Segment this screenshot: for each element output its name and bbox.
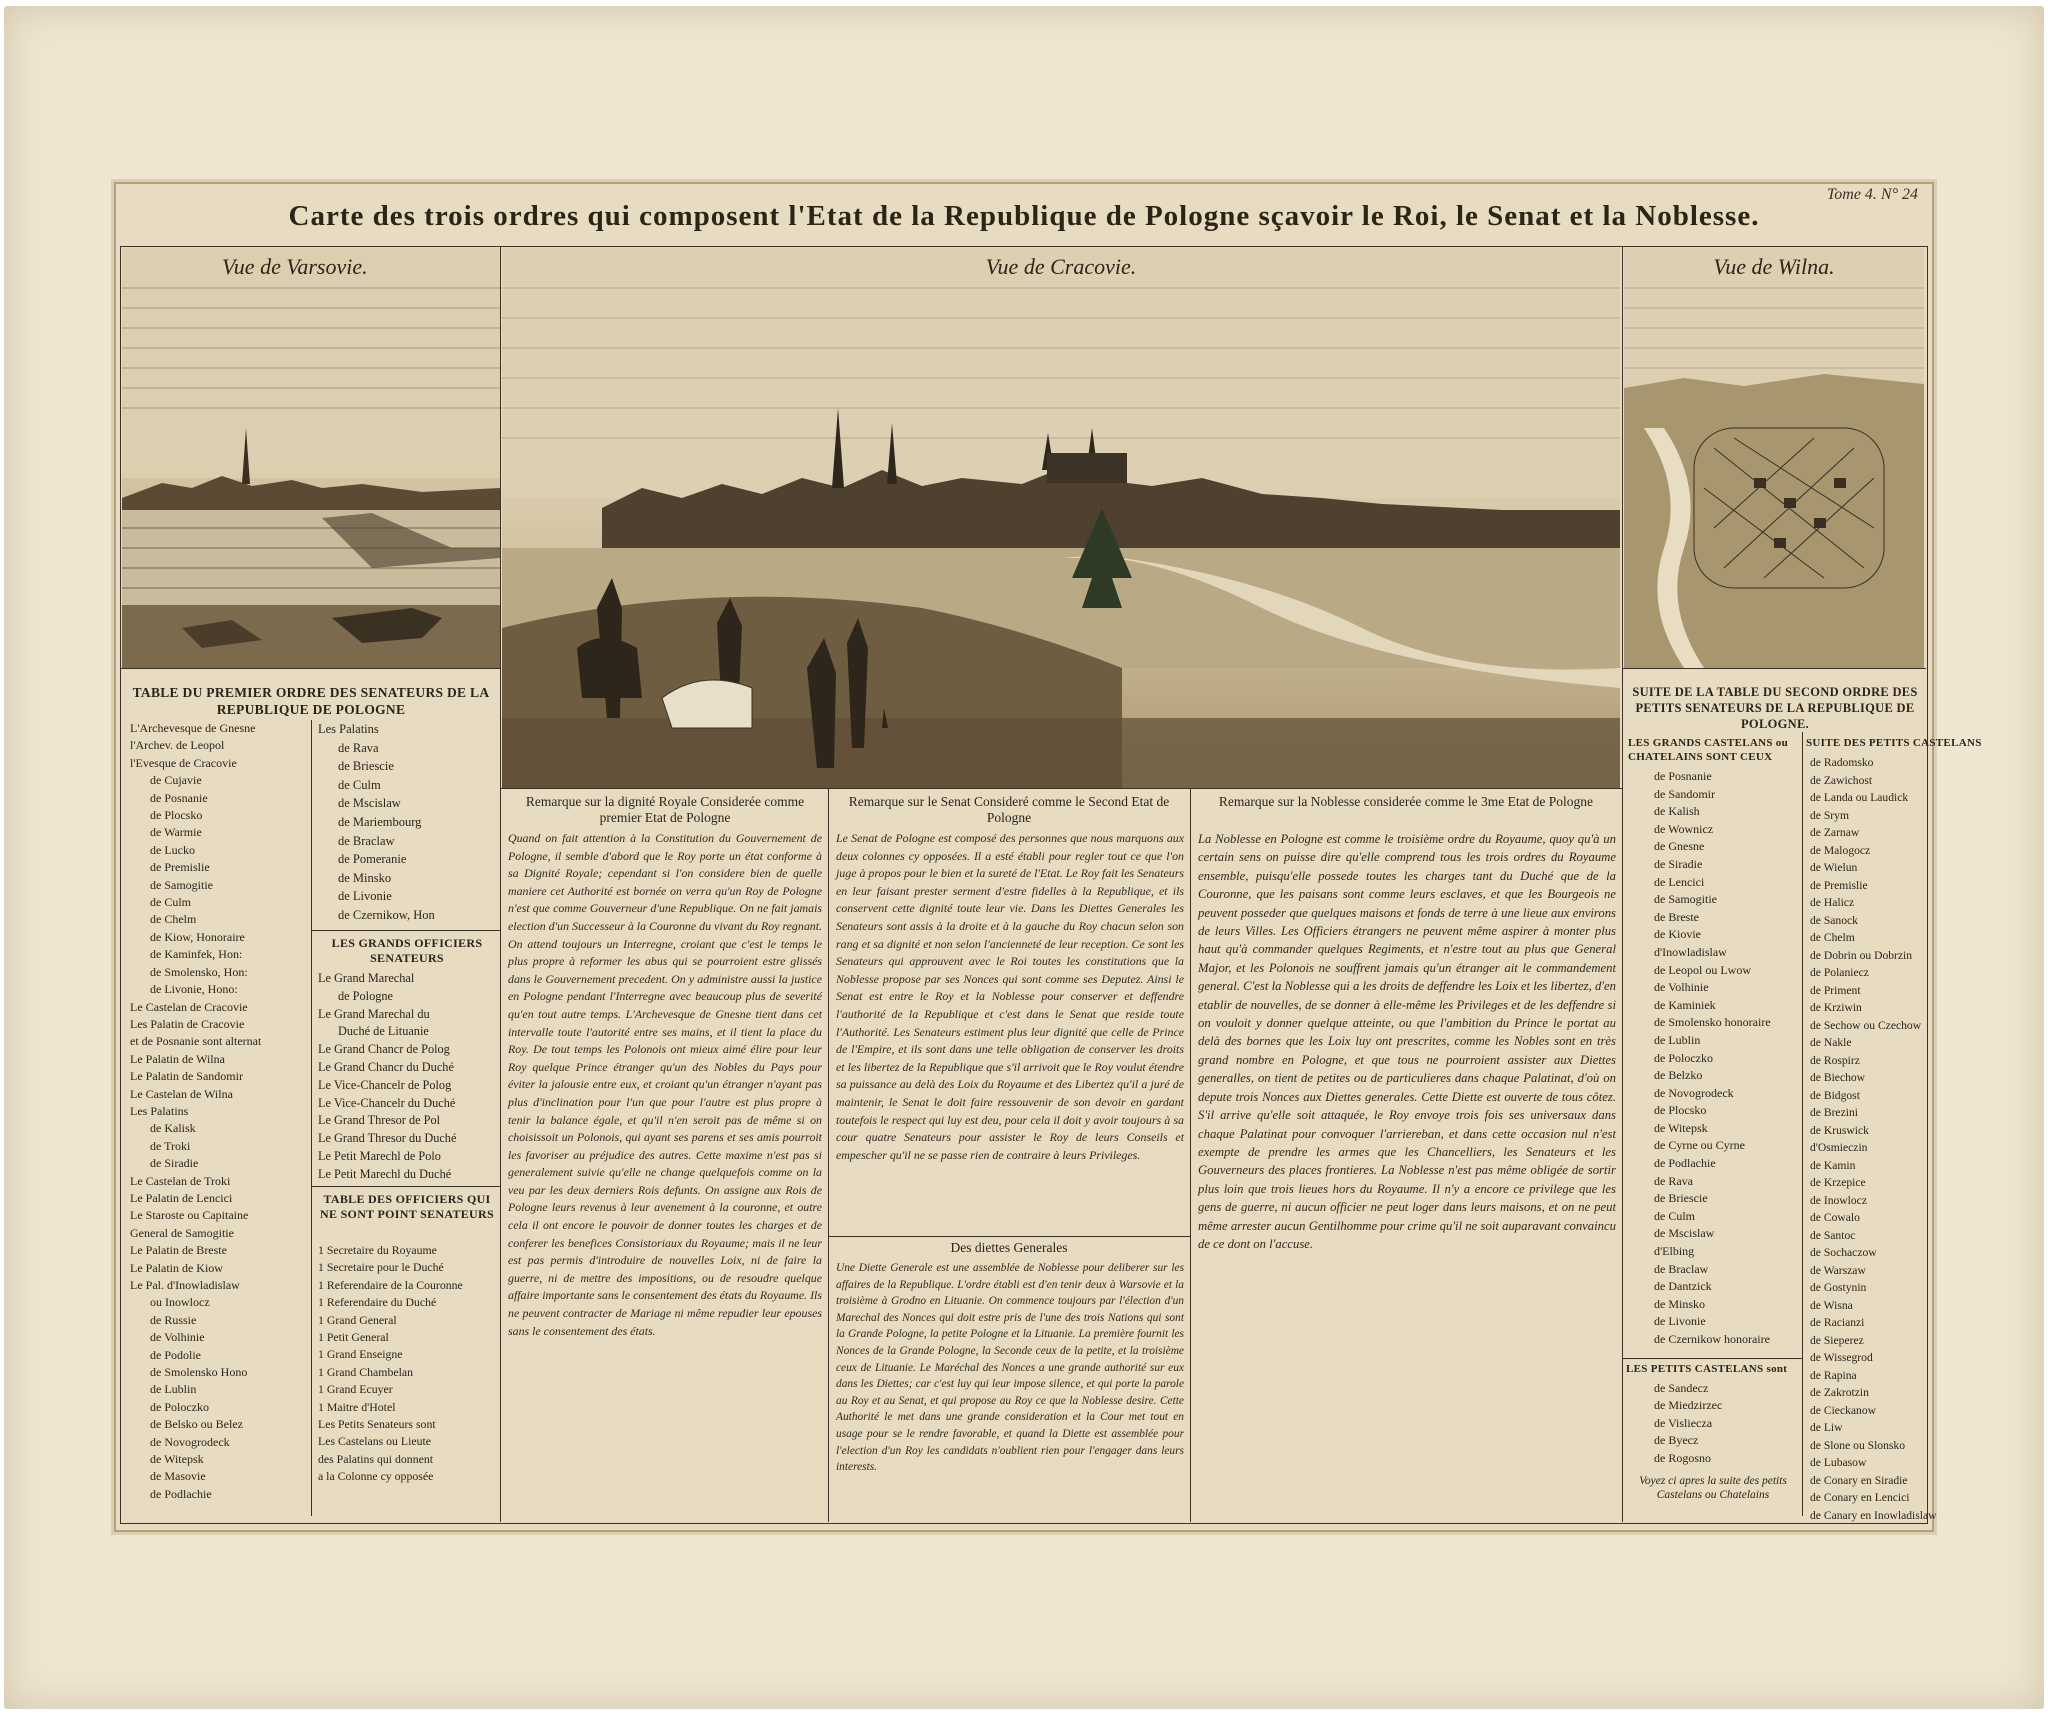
castelan-entry: de Siradie	[1654, 856, 1703, 871]
view-krakow-label: Vue de Cracovie.	[985, 254, 1137, 279]
suite-castelan-entry: de Conary en Siradie	[1810, 1473, 1908, 1487]
petit-castelan-entry: de Byecz	[1654, 1433, 1699, 1448]
senator-entry: de Culm	[150, 895, 191, 910]
suite-castelan-entry: de Inowlocz	[1810, 1193, 1867, 1207]
senator-entry: Le Palatin de Breste	[130, 1243, 227, 1258]
senator-entry: de Poloczko	[150, 1399, 209, 1414]
castelan-entry: de Poloczko	[1654, 1050, 1713, 1065]
senator-entry: de Witepsk	[150, 1452, 204, 1467]
officier-entry: 1 Grand Ecuyer	[318, 1382, 393, 1397]
senator-entry: de Kaminfek, Hon:	[150, 947, 243, 962]
suite-castelan-entry: de Rospirz	[1810, 1053, 1860, 1067]
senator-entry: Le Palatin de Sandomir	[130, 1069, 243, 1084]
senator-entry: de Cujavie	[150, 773, 202, 788]
suite-castelan-entry: de Premislie	[1810, 878, 1868, 892]
palatin-entry: de Mariembourg	[338, 814, 422, 829]
senator-entry: Le Pal. d'Inowladislaw	[130, 1278, 240, 1292]
castelan-entry: de Kalish	[1654, 804, 1700, 819]
petit-castelan-entry: de Rogosno	[1654, 1450, 1711, 1465]
senator-entry: Le Castelan de Wilna	[130, 1086, 233, 1101]
castelan-entry: de Cyrne ou Cyrne	[1654, 1138, 1745, 1153]
suite-castelan-entry: de Dobrin ou Dobrzin	[1810, 948, 1913, 962]
senator-entry: de Samogitie	[150, 877, 213, 892]
officier-entry: 1 Secretaire du Royaume	[318, 1243, 437, 1257]
palatin-entry: de Pomeranie	[338, 852, 407, 867]
castelan-entry: de Culm	[1654, 1208, 1695, 1223]
senator-entry: Le Castelan de Cracovie	[130, 999, 248, 1014]
grand-officier-entry: Le Grand Thresor du Duché	[318, 1131, 457, 1146]
grand-officier-entry: de Pologne	[338, 988, 393, 1003]
suite-castelan-entry: de Sochaczow	[1810, 1246, 1877, 1259]
grand-officier-entry: Le Petit Marechl de Polo	[318, 1148, 441, 1163]
senator-entry: de Russie	[150, 1312, 197, 1327]
suite-castelan-entry: de Wielun	[1810, 861, 1858, 874]
palatin-entry: de Livonie	[338, 889, 392, 904]
suite-castelan-entry: de Halicz	[1810, 896, 1855, 909]
suite-castelan-entry: de Sieperez	[1810, 1333, 1864, 1347]
senator-entry: de Volhinie	[150, 1330, 205, 1345]
remark-royale-title: Remarque sur la dignité Royale Considerée comme premier Etat de Pologne	[525, 794, 805, 825]
senator-entry: de Smolensko Hono	[150, 1365, 248, 1380]
palatin-entry: de Rava	[338, 740, 379, 755]
suite-castelan-entry: de Priment	[1810, 983, 1861, 997]
officier-entry: 1 Grand Enseigne	[318, 1347, 403, 1362]
left-table-rule-1	[312, 930, 500, 931]
paper-sheet	[4, 6, 2044, 1709]
grand-officier-entry: Le Grand Thresor de Pol	[318, 1113, 441, 1128]
officier-entry: Les Castelans ou Lieute	[318, 1434, 432, 1449]
suite-castelan-entry: de Cowalo	[1810, 1211, 1860, 1224]
castelan-entry: de Braclaw	[1654, 1261, 1709, 1276]
officiers-title: TABLE DES OFFICIERS QUI NE SONT POINT SENATEURS	[320, 1192, 494, 1221]
suite-castelan-entry: de Rapina	[1810, 1368, 1857, 1382]
divider-center-view	[500, 788, 1622, 789]
castelan-entry: de Plocsko	[1654, 1103, 1707, 1118]
senator-entry: de Belsko ou Belez	[150, 1417, 243, 1432]
castelan-entry: de Novogrodeck	[1654, 1085, 1734, 1100]
suite-castelan-entry: d'Osmieczin	[1810, 1141, 1868, 1154]
left-table-col2	[318, 720, 496, 925]
suite-castelan-entry: de Sechow ou Czechow	[1810, 1018, 1922, 1032]
remark-senat-title: Remarque sur le Senat Consideré comme le Second Etat de Pologne	[848, 794, 1170, 825]
diettes-title: Des diettes Generales	[950, 1240, 1068, 1255]
suite-castelan-entry: de Lubasow	[1810, 1456, 1867, 1469]
left-table-divider	[311, 720, 312, 1516]
suite-castelan-entry: de Polaniecz	[1810, 966, 1869, 979]
officier-entry: 1 Referendaire du Duché	[318, 1295, 437, 1310]
suite-castelan-entry: de Nakle	[1810, 1036, 1852, 1049]
grand-officier-entry: Le Grand Chancr du Duché	[318, 1059, 454, 1074]
castelan-entry: de Dantzick	[1654, 1279, 1712, 1294]
petit-castelan-entry: de Visliecza	[1654, 1415, 1713, 1430]
remark-royale-text: Quand on fait attention à la Constitution du Gouvernement de Pologne, il semble d'abord que le Roy porte un état conforme à sa Dignité Royale; cependant si l'on considere bien de quelle maniere cet Authorité est bornée on verra qu'un Roy de Pologne n'est que comme Gouverneur d'une Republique. On ne fait jamais election d'un Successeur à la Couronne du vivant du Roy regnant. On attend toujours un Interregne, croiant que c'est le temps le plus propre à reformer les abus qui se pourroient estre glissés dans le Gouvernement precedent. On y administre aussi la justice en Pologne pendant l'Interregne avec beaucoup plus de severité qu'en tout autre temps. L'Archevesque de Gnesne tient dans cet intervalle toute l'autorité entre ses mains, et il tient la place du Roy. De tout temps les Polonois ont mieux aimé élire pour leur Roy quelque Prince étranger qu'un des Nobles du Pays pour éviter la jalousie entre eux, et croiant qu'un étranger n'ayant pas plus d'inclination pour l'un que pour l'autre est plus propre à tenir la balance égale, et qu'il n'en seroit pas de même si on choisissoit un Polonois, qui ayant ses parens et ses amis pourroit les favoriser au préjudice des autres. Cette maxime n'est pas si generalement suivie qu'elle ne change quelquefois comme on la veu par les deux derniers Rois defunts. On assigne aux Rois de Pologne leurs revenus à leur avenement à la couronne, et outre cela il ont encore le pouvoir de donner toutes les charges et de conferer les benefices Consistoriaux du Royaume; mais il ne leur est pas permis d'introduire de nouvelles Loix, ni de faire la guerre, ni de mettre des impositions, ou de resoudre quelque affaire importante sans le consentement des états du Royaume. Ils ne peuvent contracter de Mariage ni même repudier leur epouses sans le consentement des états.	[508, 831, 822, 1338]
grand-officier-entry: Le Grand Chancr de Polog	[318, 1042, 450, 1057]
castelan-entry: de Lublin	[1654, 1032, 1701, 1047]
senator-entry: Le Palatin de Kiow	[130, 1260, 223, 1275]
suite-castelan-entry: de Krzepice	[1810, 1176, 1866, 1189]
palatin-entry: de Czernikow, Hon	[338, 907, 435, 922]
plate-number: Tome 4. N° 24	[1826, 186, 1918, 203]
senator-entry: de Warmie	[150, 825, 202, 840]
officier-entry: Les Petits Senateurs sont	[318, 1417, 436, 1432]
castelan-entry: de Briescie	[1654, 1191, 1708, 1206]
right-col1-title: LES GRANDS CASTELANS ou CHATELAINS SONT CEUX	[1628, 737, 1789, 763]
senator-entry: de Smolensko, Hon:	[150, 964, 248, 979]
officier-entry: a la Colonne cy opposée	[318, 1469, 434, 1484]
officier-entry: 1 Referendaire de la Couronne	[318, 1277, 463, 1292]
castelan-entry: de Smolensko honoraire	[1654, 1015, 1771, 1030]
suite-castelan-entry: de Zarnaw	[1810, 826, 1860, 839]
warsaw-illustration	[122, 248, 500, 668]
grands-officiers-list	[318, 970, 498, 1184]
officier-entry: 1 Secretaire pour le Duché	[318, 1260, 444, 1275]
palatin-entry: de Briescie	[338, 759, 394, 774]
castelan-entry: de Sandomir	[1654, 786, 1715, 801]
officier-entry: 1 Petit General	[318, 1330, 389, 1345]
officier-entry: des Palatins qui donnent	[318, 1451, 434, 1466]
suite-castelan-entry: de Kruswick	[1810, 1123, 1869, 1137]
castelan-entry: de Livonie	[1654, 1314, 1706, 1329]
suite-castelan-entry: de Liw	[1810, 1421, 1843, 1434]
officier-entry: 1 Grand General	[318, 1312, 397, 1327]
divider-remark-1	[828, 788, 829, 1522]
right-table-title: SUITE DE LA TABLE DU SECOND ORDRE DES PETITS SENATEURS DE LA REPUBLIQUE DE POLOGNE.	[1632, 685, 1918, 731]
suite-castelan-entry: de Chelm	[1810, 931, 1855, 944]
suite-castelan-entry: de Krziwin	[1810, 1001, 1862, 1014]
suite-castelan-entry: de Gostynin	[1810, 1281, 1867, 1294]
castelan-entry: d'Inowladislaw	[1654, 944, 1727, 959]
suite-castelan-entry: de Sanock	[1810, 913, 1858, 927]
suite-castelan-entry: de Santoc	[1810, 1228, 1856, 1242]
divider-right	[1622, 246, 1623, 1522]
divider-left	[500, 246, 501, 1522]
senator-entry: ou Inowlocz	[150, 1295, 210, 1310]
castelan-entry: de Lencici	[1654, 874, 1705, 889]
right-col2-title: SUITE DES PETITS CASTELANS	[1806, 737, 1982, 749]
petit-castelan-entry: de Sandecz	[1654, 1381, 1709, 1395]
left-table-col1	[130, 720, 302, 1503]
castelan-entry: de Rava	[1654, 1173, 1693, 1188]
castelan-entry: de Belzko	[1654, 1068, 1703, 1083]
senator-entry: de Podolie	[150, 1347, 201, 1362]
suite-castelan-entry: de Warszaw	[1810, 1263, 1866, 1277]
senator-entry: de Masovie	[150, 1469, 206, 1484]
senator-entry: Le Staroste ou Capitaine	[130, 1208, 249, 1223]
senator-entry: l'Evesque de Cracovie	[130, 755, 237, 770]
suite-castelan-entry: de Conary en Lencici	[1810, 1491, 1910, 1504]
petits-title: LES PETITS CASTELANS sont	[1626, 1363, 1788, 1375]
officier-entry: 1 Grand Chambelan	[318, 1364, 414, 1379]
officiers-list	[318, 1242, 498, 1486]
senator-entry: Les Palatin de Cracovie	[130, 1016, 245, 1031]
palatin-entry: de Minsko	[338, 870, 392, 885]
senator-entry: de Kiow, Honoraire	[150, 929, 245, 944]
engraved-plate	[114, 182, 1982, 1532]
view-warsaw-label: Vue de Varsovie.	[222, 254, 368, 279]
senator-entry: de Siradie	[150, 1156, 199, 1171]
officier-entry: 1 Maitre d'Hotel	[318, 1399, 396, 1414]
senator-entry: de Posnanie	[150, 790, 208, 805]
senator-entry: de Kalisk	[150, 1121, 196, 1136]
suite-castelan-entry: de Biechow	[1810, 1071, 1866, 1084]
diettes-rule	[828, 1236, 1190, 1237]
wilna-illustration	[1624, 248, 1924, 668]
remark-senat-text: Le Senat de Pologne est composé des personnes que nous marquons aux deux colonnes cy opposées. Il a esté établi pour regler tout ce que l'on juge à propos pour le bien et la sureté de l'Etat. Le Roy fait les Senateurs en leur faisant prester serment d'estre fidelles à la Republique, et ils conservent cette dignité toute leur vie. Dans les Diettes Generales les Senateurs sont assis à la droite et à la gauche du Roy chacun selon son rang et sa dignité et non selon l'ancienneté de leur reception. Ce sont les Senateurs qui approuvent avec le Roi toutes les constitutions que la Noblesse propose par ses Nonces qui sont comme ses Deputez. Ainsi le Senat est entre le Roy et la Noblesse pour conserver et deffendre l'authorité de la Republique et c'est dans le Senat que reside toute l'Authorité. Les Senateurs estiment plus leur dignité que celle de Prince de l'Empire, et ils sont dans une telle obligation de conserver les droits et les libertez de la Republique que s'il arrivoit que le Roy voulut étendre sa puissance au delà des Loix du Royaume et des Libertez qu'il a juré de maintenir, le Senat le doit faire ressouvenir de son devoir en gardant toutefois le respect qui luy est deu, pour cela il doit y avoir toujours à sa cour quatre Senateurs pour assister le Roy de leurs Conseils et empescher qu'il ne se passe rien de contraire à leurs Privileges.	[836, 831, 1184, 1162]
palatin-entry: de Culm	[338, 777, 381, 792]
suite-castelan-entry: de Zakrotzin	[1810, 1386, 1869, 1399]
castelan-entry: d'Elbing	[1654, 1244, 1695, 1259]
grand-officier-entry: Le Petit Marechl du Duché	[318, 1166, 452, 1181]
castelan-entry: de Kaminiek	[1654, 997, 1716, 1012]
divider-remark-2	[1190, 788, 1191, 1522]
view-krakow	[502, 248, 1620, 788]
suite-castelan-entry: de Racianzi	[1810, 1316, 1865, 1329]
right-table-note: Voyez ci apres la suite des petits Castelans ou Chatelains	[1639, 1475, 1787, 1501]
castelan-entry: de Samogitie	[1654, 892, 1717, 907]
suite-castelan-entry: de Landa ou Laudick	[1810, 791, 1909, 804]
suite-castelan-entry: de Slone ou Slonsko	[1810, 1438, 1906, 1452]
grand-officier-entry: Duché de Lituanie	[338, 1024, 429, 1039]
krakow-illustration	[502, 248, 1620, 788]
senator-entry: Le Palatin de Wilna	[130, 1051, 225, 1066]
senator-entry: Le Palatin de Lencici	[130, 1190, 233, 1205]
palatin-entry: Les Palatins	[318, 722, 379, 736]
suite-castelan-entry: de Canary en Inowladislaw	[1810, 1508, 1937, 1522]
senator-entry: de Lucko	[150, 842, 195, 857]
right-table-divider	[1802, 732, 1803, 1516]
castelan-entry: de Leopol ou Lwow	[1654, 962, 1751, 977]
view-wilna-label: Vue de Wilna.	[1713, 254, 1835, 279]
suite-castelan-entry: de Brezini	[1810, 1106, 1858, 1119]
senator-entry: L'Archevesque de Gnesne	[130, 721, 256, 735]
palatin-entry: de Mscislaw	[338, 796, 401, 811]
senator-entry: de Novogrodeck	[150, 1434, 230, 1449]
view-warsaw	[122, 248, 500, 668]
castelan-entry: de Gnesne	[1654, 839, 1705, 854]
suite-castelan-entry: de Srym	[1810, 808, 1849, 822]
grand-officier-entry: Le Vice-Chancelr du Duché	[318, 1095, 456, 1110]
palatin-entry: de Braclaw	[338, 833, 395, 848]
castelan-entry: de Posnanie	[1654, 769, 1712, 783]
right-table-rule	[1622, 1358, 1802, 1359]
right-table-col1	[1634, 768, 1802, 1349]
senator-entry: General de Samogitie	[130, 1225, 234, 1240]
castelan-entry: de Witepsk	[1654, 1120, 1708, 1135]
petit-castelan-entry: de Miedzirzec	[1654, 1398, 1723, 1413]
view-wilna	[1624, 248, 1924, 668]
remark-noblesse-text: La Noblesse en Pologne est comme le troisième ordre du Royaume, quoy qu'à un certain sens on puisse dire qu'elle comprend tous les trois ordres du Royaume ensemble, puisqu'elle possede toutes les charges tant du Duché que de la Couronne, que les paisans sont comme leurs esclaves, et que les Bourgeois ne peuvent posseder que quelques maisons et fonds de terre à une lieue aux environs de leurs Villes. Les Officiers étrangers ne peuvent même aspirer à monter plus haut qu'à commander quelques Regiments, et n'estre tout au plus que General Major, et les Polonois ne souffrent jamais qu'un étranger ait le commandement general. C'est la Noblesse qui a les droits de deffendre les Loix et les libertez, d'en etablir de nouvelles, de se donner à elle-même les Privileges et de les deffendre si on vouloit y donner quelque atteinte, ou que l'ambition du Prince le portat au delà des bornes que les Loix luy ont prescrites, comme les Nobles sont en très grand nombre en Pologne, et que tous ne pourroient assister aux Diettes generalles, on tient de petites ou de particulieres dans chaque Palatinat, d'où on depute trois Nonces aux Diettes generales. Cette Diette est ouverte de tous côtez. S'il arrive qu'elle soit attaquée, le Roy envoye trois fois ses universaux dans chaque Palatinat pour convoquer l'arriereban, et dans cette occasion nul n'est exempte de prendre les armes que les Chancelliers, les Senateurs et les Gouverneurs des places frontieres. La Noblesse n'est pas même obligée de sortir plus loin que trois lieues hors du Royaume. Il n'y a encore ce privilege que les gens de guerre, ni aucun officier ne peut loger dans leurs maisons, et on ne peut même arrester aucun Gentilhomme pour crime qu'il ne soit auparavant convaincu de ce dont on l'accuse.	[1198, 832, 1616, 1251]
castelan-entry: de Czernikow honoraire	[1654, 1332, 1770, 1346]
senator-entry: et de Posnanie sont alternat	[130, 1034, 262, 1049]
suite-castelan-entry: de Wisna	[1810, 1298, 1853, 1312]
grand-officier-entry: Le Grand Marechal du	[318, 1006, 430, 1021]
senator-entry: de Chelm	[150, 912, 197, 927]
castelan-entry: de Podlachie	[1654, 1156, 1716, 1171]
right-table-col2	[1810, 754, 1937, 1524]
grand-officier-entry: Le Grand Marechal	[318, 971, 415, 985]
suite-castelan-entry: de Zawichost	[1810, 773, 1873, 787]
suite-castelan-entry: de Kamin	[1810, 1158, 1856, 1172]
left-table-rule-2	[312, 1186, 500, 1187]
suite-castelan-entry: de Radomsko	[1810, 756, 1874, 769]
senator-entry: Les Palatins	[130, 1103, 189, 1118]
senator-entry: de Lublin	[150, 1382, 197, 1397]
grands-officiers-title: LES GRANDS OFFICIERS SENATEURS	[331, 936, 483, 965]
senator-entry: Le Castelan de Troki	[130, 1173, 231, 1188]
castelan-entry: de Mscislaw	[1654, 1226, 1715, 1241]
senator-entry: de Podlachie	[150, 1486, 212, 1501]
diettes-text: Une Diette Generale est une assemblée de Noblesse pour deliberer sur les affaires de la Republique. L'ordre établi est d'en tenir deux à Warsovie et la troisième à Grodno en Lituanie. On commence toujours par l'élection d'un Marechal des Nonces qui doit estre pris de l'une des trois Nations qui sont la Grande Pologne, la petite Pologne et la Lituanie. La première fournit les Nonces de la Grande Pologne, la Seconde ceux de la petite, et la troisième ceux de Lituanie. Le Maréchal des Nonces a une grande authorité sur eux dans les Diettes; car c'est luy qui leur impose silence, et qui porte la parole au Roy et au Senat, et qui propose au Roy ce que la Noblesse desire. Cette Authorité le met dans une grande consideration et la Cour met tout en usage pour se le rendre favorable, et quand la Diette est assemblée pour l'election d'un Roy les candidats n'oublient rien pour l'engager dans leurs interests.	[836, 1262, 1184, 1474]
suite-castelan-entry: de Malogocz	[1810, 843, 1871, 857]
castelan-entry: de Breste	[1654, 909, 1699, 924]
map-title: Carte des trois ordres qui composent l'Etat de la Republique de Pologne sçavoir le Roi, le Senat et la Noblesse.	[288, 200, 1760, 232]
senator-entry: de Livonie, Hono:	[150, 982, 238, 997]
divider-left-view	[120, 668, 500, 669]
senator-entry: de Plocsko	[150, 808, 203, 823]
senator-entry: de Troki	[150, 1138, 191, 1153]
castelan-entry: de Kiovie	[1654, 927, 1701, 942]
castelan-entry: de Volhinie	[1654, 980, 1709, 995]
left-table-title: TABLE DU PREMIER ORDRE DES SENATEURS DE LA REPUBLIQUE DE POLOGNE	[132, 685, 490, 717]
suite-castelan-entry: de Cieckanow	[1810, 1403, 1876, 1417]
petits-list	[1634, 1380, 1800, 1467]
divider-right-view	[1622, 668, 1926, 669]
castelan-entry: de Minsko	[1654, 1296, 1705, 1311]
suite-castelan-entry: de Wissegrod	[1810, 1351, 1873, 1364]
senator-entry: l'Archev. de Leopol	[130, 738, 225, 753]
castelan-entry: de Wownicz	[1654, 821, 1714, 836]
grand-officier-entry: Le Vice-Chancelr de Polog	[318, 1077, 452, 1092]
senator-entry: de Premislie	[150, 860, 210, 875]
suite-castelan-entry: de Bidgost	[1810, 1088, 1860, 1102]
remark-noblesse-title: Remarque sur la Noblesse considerée comme le 3me Etat de Pologne	[1218, 794, 1594, 809]
